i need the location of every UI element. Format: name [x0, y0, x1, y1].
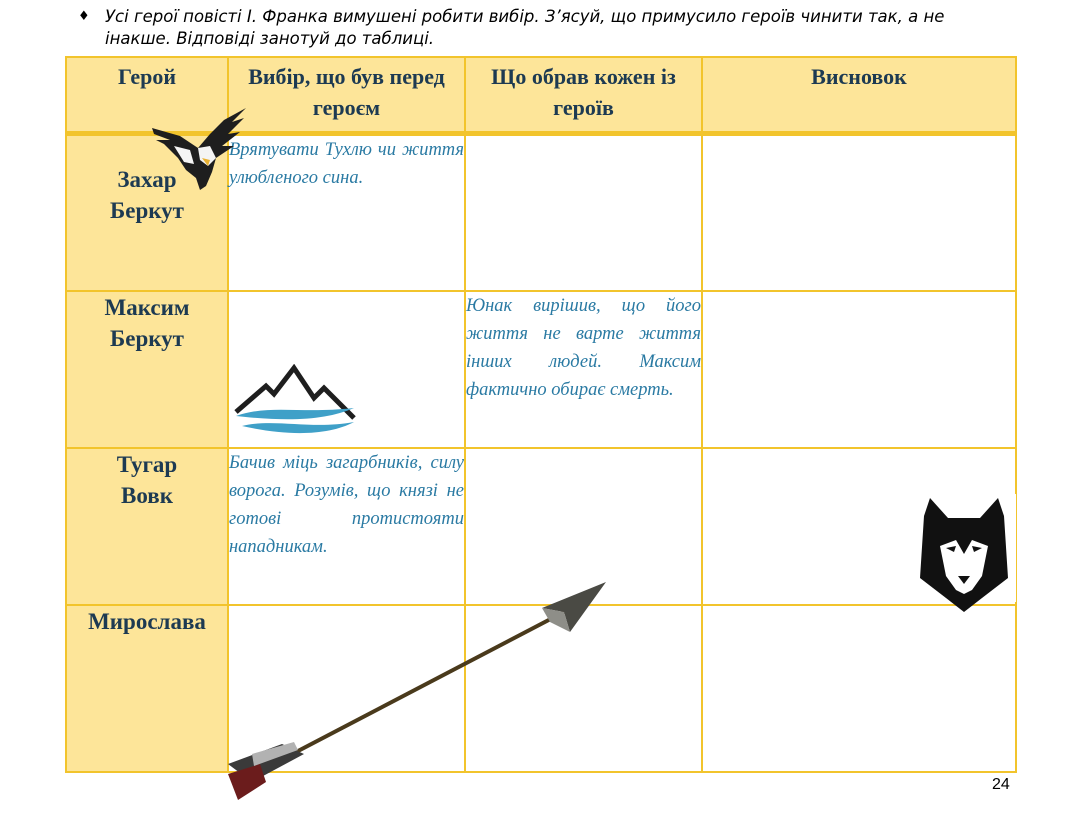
chosen-cell[interactable] [465, 134, 702, 291]
header-hero: Герой [66, 57, 228, 134]
chosen-cell[interactable]: Юнак вирішив, що його життя не варте життя інших людей. Максим фактично обирає смерть. [465, 291, 702, 448]
hero-name: Захар Беркут [66, 134, 228, 291]
mountains-icon [230, 364, 360, 442]
conclusion-cell[interactable] [702, 291, 1016, 448]
eagle-icon [150, 106, 250, 192]
task-text: Усі герої повісті І. Франка вимушені робити вибір. З’ясуй, що примусило героїв чинити так, а не інакше. Відповіді занотуй до таблиці. [105, 7, 945, 48]
conclusion-cell[interactable] [702, 605, 1016, 772]
page-number: 24 [992, 776, 1010, 793]
hero-name: Максим Беркут [66, 291, 228, 448]
conclusion-cell[interactable] [702, 134, 1016, 291]
task-instruction [78, 6, 1008, 50]
header-choice: Вибір, що був перед героєм [228, 57, 465, 134]
diamond-bullet-icon: ♦ [78, 9, 90, 24]
header-conclusion: Висновок [702, 57, 1016, 134]
choice-cell[interactable]: Бачив міць загарбників, силу ворога. Розумів, що князі не готові протистояти нападникам. [228, 448, 465, 605]
hero-name: Тугар Вовк [66, 448, 228, 605]
hero-name: Мирослава [66, 605, 228, 772]
arrow-icon [224, 578, 614, 804]
table-row [66, 291, 1016, 448]
choice-cell[interactable]: Врятувати Тухлю чи життя улюбленого сина. [228, 134, 465, 291]
wolf-icon [912, 494, 1016, 616]
header-chosen: Що обрав кожен із героїв [465, 57, 702, 134]
